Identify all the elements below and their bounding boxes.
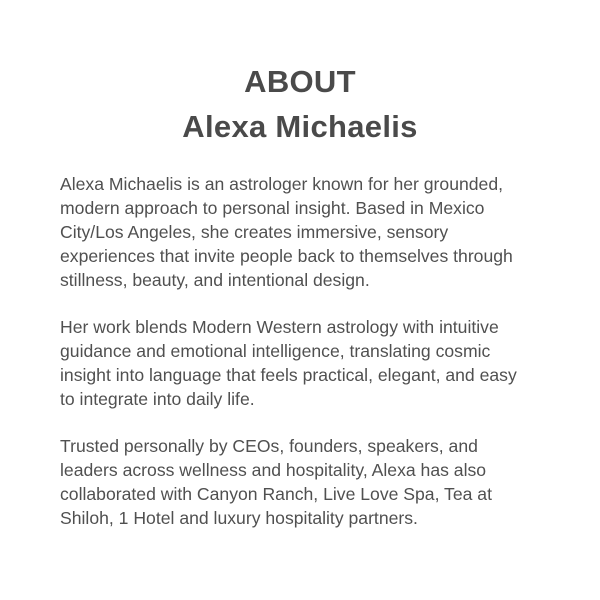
bio-line: modern approach to personal insight. Based in Mexico [60,198,485,218]
bio-line: Her work blends Modern Western astrology with intuitive [60,317,499,337]
bio-line: experiences that invite people back to themselves through [60,246,513,266]
bio-line: collaborated with Canyon Ranch, Live Love Spa, Tea at [60,484,492,504]
bio-line: Trusted personally by CEOs, founders, speakers, and [60,436,478,456]
person-name: Alexa Michaelis [182,109,418,144]
bio-line: Alexa Michaelis is an astrologer known for her grounded, [60,174,504,194]
page-title: ABOUT [244,64,356,99]
bio-line: insight into language that feels practical, elegant, and easy [60,365,517,385]
bio-paragraph-clients [60,434,560,530]
bio-line: stillness, beauty, and intentional design. [60,270,370,290]
bio-line: to integrate into daily life. [60,389,255,409]
bio-paragraph-approach [60,315,560,411]
bio-line: leaders across wellness and hospitality, Alexa has also [60,460,487,480]
bio-line: City/Los Angeles, she creates immersive, sensory [60,222,449,242]
bio-line: guidance and emotional intelligence, translating cosmic [60,341,491,361]
bio-paragraph-intro [60,172,560,292]
bio-line: Shiloh, 1 Hotel and luxury hospitality partners. [60,508,418,528]
